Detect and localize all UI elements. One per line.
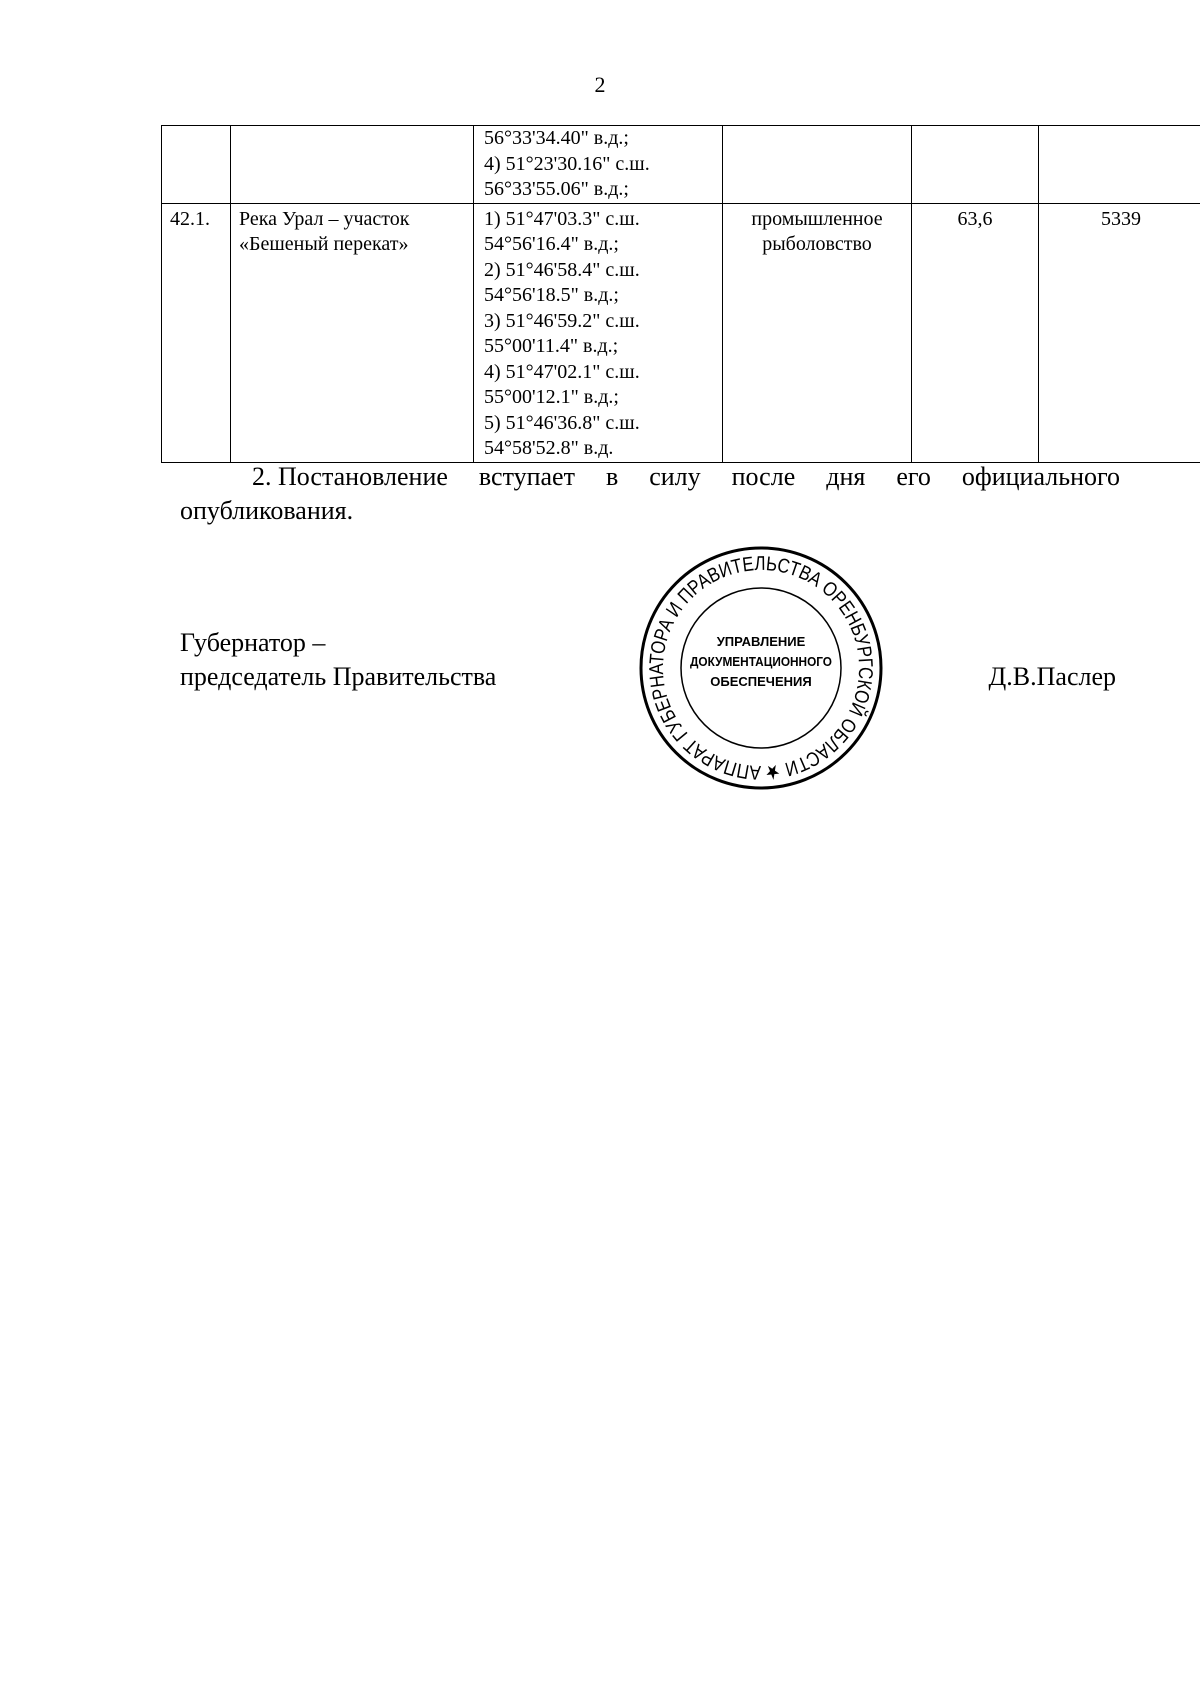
coord-line: 2) 51°46'58.4" с.ш. [484,258,640,281]
cell-value: 5339 [1039,203,1200,462]
cell-type [723,126,912,204]
paragraph-word: силу [649,462,701,491]
signatory-title-line: Губернатор – [180,628,326,657]
water-areas-table [161,125,1200,463]
coord-line: 4) 51°23'30.16" с.ш. [484,152,650,175]
table-row [162,203,1200,462]
seal-ring-text: АППАРАТ ГУБЕРНАТОРА И ПРАВИТЕЛЬСТВА ОРЕНБУРГСКОЙ ОБЛАСТИ ★ [645,552,877,784]
cell-num: 42.1. [162,203,231,462]
cell-area: 63,6 [912,203,1039,462]
paragraph-line: опубликования. [180,496,354,525]
coord-line: 55°00'12.1" в.д.; [484,386,619,408]
signatory-title-line: председатель Правительства [180,662,497,691]
cell-coords [474,203,723,462]
cell-coords [474,126,723,204]
coord-line: 54°56'18.5" в.д.; [484,284,619,306]
table-row [162,126,1200,204]
paragraph-word: его [896,462,931,491]
signatory-title [180,626,496,694]
seal-center-line: УПРАВЛЕНИЕ [716,634,806,649]
cell-name [231,126,474,204]
coord-line: 3) 51°46'59.2" с.ш. [484,309,640,332]
paragraph-line [180,460,1120,494]
paragraph-word: после [731,462,796,491]
cell-area [912,126,1039,204]
paragraph-word: вступает [478,462,575,491]
signatory-name: Д.В.Паслер [988,662,1116,691]
seal-center-line: ОБЕСПЕЧЕНИЯ [710,674,812,689]
coord-line: 4) 51°47'02.1" с.ш. [484,360,640,383]
name-line: Река Урал – участок [239,207,410,230]
cell-name [231,203,474,462]
coord-line: 54°58'52.8" в.д. [484,437,614,459]
official-seal [633,540,889,796]
page-number: 2 [594,72,606,97]
name-line: «Бешеный перекат» [239,233,409,255]
paragraph-word: официального [961,462,1120,491]
seal-center-line: ДОКУМЕНТАЦИОННОГО [690,654,832,669]
coord-line: 56°33'34.40" в.д.; [484,127,629,149]
paragraph-word: в [605,462,619,491]
coord-line: 54°56'16.4" в.д.; [484,233,619,255]
paragraph-word: 2. Постановление [252,462,448,491]
coord-line: 5) 51°46'36.8" с.ш. [484,411,640,434]
coord-line: 56°33'55.06" в.д.; [484,178,629,200]
coord-line: 1) 51°47'03.3" с.ш. [484,207,640,230]
paragraph-word: дня [826,462,866,491]
type-line: рыболовство [762,233,872,255]
type-line: промышленное [751,207,883,230]
cell-type [723,203,912,462]
cell-value [1039,126,1200,204]
coord-line: 55°00'11.4" в.д.; [484,335,619,357]
cell-num [162,126,231,204]
decree-paragraph [180,460,1120,528]
